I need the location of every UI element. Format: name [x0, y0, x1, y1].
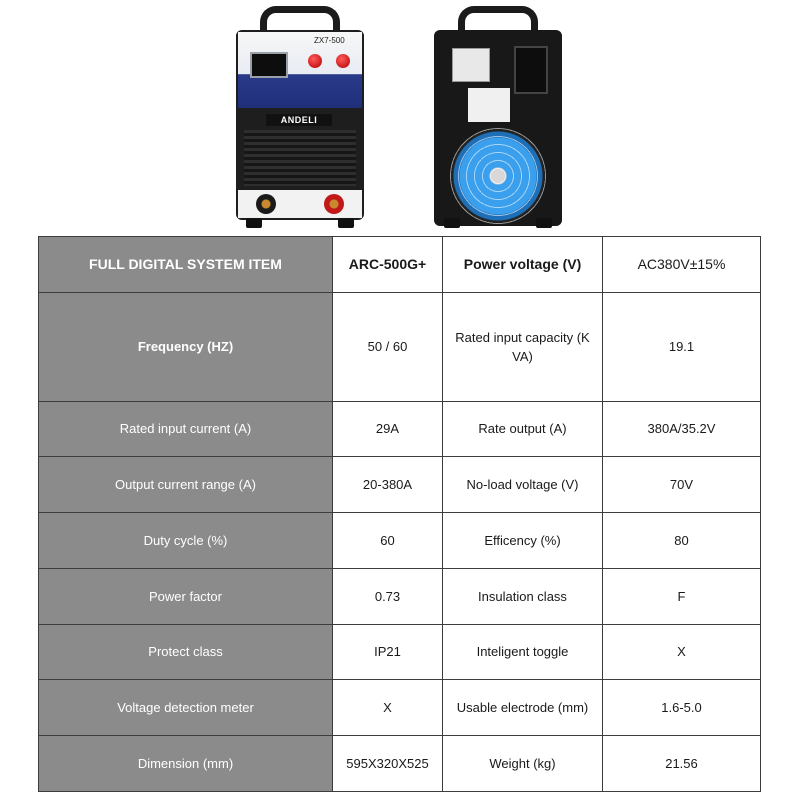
spec-value: 19.1 — [603, 292, 761, 401]
foot — [338, 218, 354, 228]
spec-value: 21.56 — [603, 736, 761, 792]
spec-value: 20-380A — [333, 457, 443, 513]
spec-label: Power factor — [39, 568, 333, 624]
table-row — [39, 568, 761, 624]
spec-value: 29A — [333, 401, 443, 457]
adjust-knob — [336, 54, 350, 68]
spec-label: Usable electrode (mm) — [443, 680, 603, 736]
spec-label: FULL DIGITAL SYSTEM ITEM — [39, 237, 333, 293]
spec-value: 50 / 60 — [333, 292, 443, 401]
foot — [444, 218, 460, 228]
spec-value: AC380V±15% — [603, 237, 761, 293]
welder-front-photo — [232, 6, 368, 232]
positive-socket — [324, 194, 344, 214]
spec-label: Protect class — [39, 624, 333, 680]
spec-label: Rate output (A) — [443, 401, 603, 457]
spec-value: 60 — [333, 513, 443, 569]
adjust-knob — [308, 54, 322, 68]
table-row — [39, 292, 761, 401]
spec-value: 80 — [603, 513, 761, 569]
welder-back-photo — [430, 6, 566, 232]
power-inlet — [514, 46, 548, 94]
negative-socket — [256, 194, 276, 214]
spec-label: Dimension (mm) — [39, 736, 333, 792]
spec-label: Voltage detection meter — [39, 680, 333, 736]
control-panel — [238, 32, 362, 108]
brand-logo: ANDELI — [266, 114, 332, 126]
table-row — [39, 624, 761, 680]
spec-label: Inteligent toggle — [443, 624, 603, 680]
model-plate: ZX7-500 — [314, 36, 345, 45]
spec-value: X — [333, 680, 443, 736]
foot — [246, 218, 262, 228]
fan-grill — [450, 128, 546, 224]
current-display — [250, 52, 288, 78]
foot — [536, 218, 552, 228]
spec-label: Efficency (%) — [443, 513, 603, 569]
table-row — [39, 237, 761, 293]
spec-value: 595X320X525 — [333, 736, 443, 792]
spec-label: Power voltage (V) — [443, 237, 603, 293]
spec-value: X — [603, 624, 761, 680]
spec-label: Output current range (A) — [39, 457, 333, 513]
table-row — [39, 457, 761, 513]
power-breaker — [452, 48, 490, 82]
spec-value: ARC-500G+ — [333, 237, 443, 293]
spec-label: Rated input capacity (K VA) — [443, 292, 603, 401]
spec-label: No-load voltage (V) — [443, 457, 603, 513]
spec-value: 0.73 — [333, 568, 443, 624]
product-photos — [0, 0, 800, 236]
table-row — [39, 401, 761, 457]
spec-value: IP21 — [333, 624, 443, 680]
spec-value: 380A/35.2V — [603, 401, 761, 457]
spec-label: Weight (kg) — [443, 736, 603, 792]
table-row — [39, 513, 761, 569]
spec-table — [38, 236, 761, 792]
table-row — [39, 680, 761, 736]
front-vents — [244, 130, 356, 186]
spec-label: Insulation class — [443, 568, 603, 624]
table-row — [39, 736, 761, 792]
spec-label: Rated input current (A) — [39, 401, 333, 457]
spec-value: 1.6-5.0 — [603, 680, 761, 736]
rating-label — [468, 88, 510, 122]
spec-label: Duty cycle (%) — [39, 513, 333, 569]
spec-value: 70V — [603, 457, 761, 513]
spec-label: Frequency (HZ) — [39, 292, 333, 401]
spec-value: F — [603, 568, 761, 624]
